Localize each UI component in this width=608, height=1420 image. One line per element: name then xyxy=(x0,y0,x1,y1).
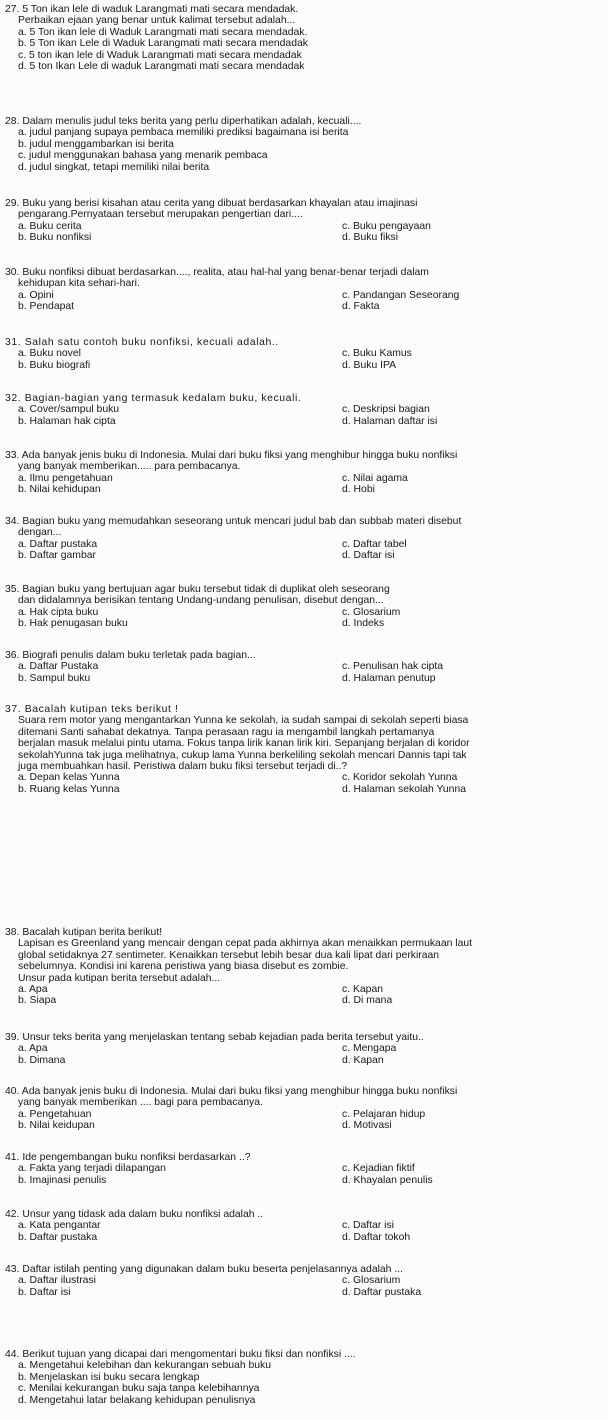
option-b: b. Ruang kelas Yunna xyxy=(18,783,120,795)
option-d: d. Halaman penutup xyxy=(342,672,436,684)
option-b: b. Buku biografi xyxy=(18,359,91,371)
question-text: 39. Unsur teks berita yang menjelaskan tentang sebab kejadian pada berita tersebut yaitu.. xyxy=(5,1032,424,1043)
option-c: c. Daftar isi xyxy=(342,1220,394,1232)
question-text: 27. 5 Ton ikan lele di waduk Larangmati mati secara mendadak. xyxy=(5,4,299,15)
question-text: 40. Ada banyak jenis buku di Indonesia. Mulai dari buku fiksi yang menghibur hingga buku nonfiksi xyxy=(5,1086,458,1097)
option-c: c. 5 ton ikan lele di Waduk Larangmati mati secara mendadak xyxy=(18,49,302,61)
option-a: a. Fakta yang terjadi dilapangan xyxy=(18,1163,166,1175)
option-c: c. Menilai kekurangan buku saja tanpa kelebihannya xyxy=(18,1383,260,1395)
option-d: d. Kapan xyxy=(342,1054,384,1066)
option-b: b. Nilai keidupan xyxy=(18,1120,95,1132)
option-d: d. Motivasi xyxy=(342,1120,392,1132)
option-a: a. Buku cerita xyxy=(18,220,82,232)
option-a: a. Hak cipta buku xyxy=(18,606,99,618)
option-b: b. Hak penugasan buku xyxy=(18,618,128,630)
question-27 xyxy=(5,4,603,72)
option-a: a. Buku novel xyxy=(18,348,81,360)
question-text: 30. Buku nonfiksi dibuat berdasarkan...., realita, atau hal-hal yang benar-benar terjadi dalam xyxy=(5,267,429,278)
option-c: c. Penulisan hak cipta xyxy=(342,661,444,673)
option-d: d. Daftar isi xyxy=(342,550,395,562)
option-d: d. 5 ton Ikan Lele di waduk Larangmati mati secara mendadak xyxy=(18,61,305,73)
option-c: c. Daftar tabel xyxy=(342,538,407,550)
question-31 xyxy=(5,337,603,371)
option-d: d. Buku IPA xyxy=(342,359,397,371)
passage-line: Lapisan es Greenland yang mencair dengan cepat pada akhirnya akan menaikkan permukaan laut xyxy=(18,938,473,950)
option-b: b. Daftar isi xyxy=(18,1286,71,1298)
option-b: b. Menjelaskan isi buku secara lengkap xyxy=(18,1371,200,1383)
option-b: b. Daftar pustaka xyxy=(18,1231,98,1243)
option-b: b. Dimana xyxy=(18,1054,66,1066)
question-41 xyxy=(5,1152,603,1186)
question-text: 43. Daftar istilah penting yang digunakan dalam buku beserta penjelasannya adalah ... xyxy=(5,1264,404,1275)
question-text: 44. Berikut tujuan yang dicapai dari mengomentari buku fiksi dan nonfiksi .... xyxy=(5,1349,356,1360)
question-37 xyxy=(5,704,603,795)
option-c: c. Buku pengayaan xyxy=(342,220,431,232)
question-38 xyxy=(5,927,603,1007)
question-text: dan didalamnya berisikan tentang Undang-undang penulisan, disebut dengan... xyxy=(18,595,384,607)
question-text: 35. Bagian buku yang bertujuan agar buku tersebut tidak di duplikat oleh seseorang xyxy=(5,584,390,595)
question-text: dengan... xyxy=(18,527,62,539)
option-a: a. judul panjang supaya pembaca memiliki prediksi bagaimana isi berita xyxy=(18,127,349,139)
option-a: a. 5 Ton ikan lele di Waduk Larangmati mati secara mendadak. xyxy=(18,26,308,38)
question-text: 28. Dalam menulis judul teks berita yang perlu diperhatikan adalah, kecuali.... xyxy=(5,116,362,127)
passage-line: berjalan masuk melalui pintu utama. Fokus tanpa lirik kanan lirik kiri. Sepanjang berjalan di koridor xyxy=(18,738,470,750)
option-a: a. Daftar Pustaka xyxy=(18,661,99,673)
option-c: c. Kapan xyxy=(342,984,384,996)
option-a: a. Cover/sampul buku xyxy=(18,404,120,416)
question-text: 42. Unsur yang tidask ada dalam buku nonfiksi adalah .. xyxy=(5,1209,264,1220)
option-b: b. Daftar gambar xyxy=(18,550,96,562)
option-a: a. Kata pengantar xyxy=(18,1220,101,1232)
question-32 xyxy=(5,393,603,427)
option-a: a. Daftar pustaka xyxy=(18,538,98,550)
option-c: c. Kejadian fiktif xyxy=(342,1163,415,1175)
option-b: b. judul menggambarkan isi berita xyxy=(18,138,174,150)
passage-line: sebelumnya. Kondisi ini karena peristiwa yang biasa disebut es zombie. xyxy=(18,961,349,973)
question-39 xyxy=(5,1032,603,1066)
option-b: b. Halaman hak cipta xyxy=(18,415,116,427)
option-a: a. Depan kelas Yunna xyxy=(18,772,120,784)
option-c: c. judul menggunakan bahasa yang menarik pembaca xyxy=(18,150,268,162)
option-a: a. Apa xyxy=(18,1043,48,1055)
question-text: Perbaikan ejaan yang benar untuk kalimat tersebut adalah... xyxy=(18,15,296,27)
question-40 xyxy=(5,1086,603,1132)
option-d: d. Buku fiksi xyxy=(342,232,399,244)
question-text: Unsur pada kutipan berita tersebut adalah... xyxy=(18,972,221,984)
question-text: kehidupan kita sehari-hari. xyxy=(18,278,140,290)
question-33 xyxy=(5,450,603,496)
option-d: d. judul singkat, tetapi memiliki nilai berita xyxy=(18,161,210,173)
question-text: pengarang.Pernyataan tersebut merupakan pengertian dari.... xyxy=(18,209,303,221)
option-c: c. Koridor sekolah Yunna xyxy=(342,772,458,784)
option-c: c. Buku Kamus xyxy=(342,348,412,360)
option-c: c. Glosarium xyxy=(342,1275,401,1287)
question-35 xyxy=(5,584,603,630)
question-29 xyxy=(5,198,603,244)
passage-line: sekolahYunna tak juga melihatnya, cukup lama Yunna berkeliling sekolah mencari Dannis tapi tak xyxy=(18,749,467,761)
question-text: 37. Bacalah kutipan teks berikut ! xyxy=(5,704,179,715)
option-d: d. Di mana xyxy=(342,995,393,1007)
option-b: b. Sampul buku xyxy=(18,672,91,684)
option-c: c. Mengapa xyxy=(342,1043,397,1055)
question-text: 38. Bacalah kutipan berita berikut! xyxy=(5,927,163,938)
option-a: a. Ilmu pengetahuan xyxy=(18,472,113,484)
option-d: d. Fakta xyxy=(342,301,380,313)
question-28 xyxy=(5,116,603,173)
option-b: b. 5 Ton ikan Lele di Waduk Larangmati mati secara mendadak xyxy=(18,38,308,50)
question-text: yang banyak memberikan..... para pembacanya. xyxy=(18,461,241,473)
option-c: c. Nilai agama xyxy=(342,472,408,484)
option-d: d. Hobi xyxy=(342,484,375,496)
option-a: a. Opini xyxy=(18,289,54,301)
option-b: b. Pendapat xyxy=(18,301,75,313)
question-text: 32. Bagian-bagian yang termasuk kedalam buku, kecuali. xyxy=(5,393,302,404)
option-d: d. Daftar tokoh xyxy=(342,1231,411,1243)
option-a: a. Apa xyxy=(18,984,48,996)
option-b: b. Siapa xyxy=(18,995,57,1007)
question-34 xyxy=(5,516,603,562)
question-text: 31. Salah satu contoh buku nonfiksi, kecuali adalah.. xyxy=(5,337,279,348)
option-a: a. Mengetahui kelebihan dan kekurangan sebuah buku xyxy=(18,1360,272,1372)
option-d: d. Halaman daftar isi xyxy=(342,415,438,427)
option-d: d. Indeks xyxy=(342,618,385,630)
option-d: d. Khayalan penulis xyxy=(342,1174,433,1186)
option-c: c. Pelajaran hidup xyxy=(342,1108,426,1120)
question-text: 41. Ide pengembangan buku nonfiksi berdasarkan ..? xyxy=(5,1152,251,1163)
question-30 xyxy=(5,267,603,313)
option-d: d. Halaman sekolah Yunna xyxy=(342,783,467,795)
option-c: c. Pandangan Seseorang xyxy=(342,289,460,301)
option-c: c. Deskripsi bagian xyxy=(342,404,430,416)
question-text: 33. Ada banyak jenis buku di Indonesia. Mulai dari buku fiksi yang menghibur hingga buku nonfiksi xyxy=(5,450,458,461)
passage-line: juga membuahkan hasil. Peristiwa dalam buku fiksi tersebut terjadi di..? xyxy=(18,761,348,773)
option-d: d. Daftar pustaka xyxy=(342,1286,422,1298)
passage-line: Suara rem motor yang mengantarkan Yunna ke sekolah, ia sudah sampai di sekolah seperti biasa xyxy=(18,715,469,727)
option-b: b. Imajinasi penulis xyxy=(18,1174,107,1186)
passage-line: ditemani Santi sahabat dekatnya. Tanpa perasaan ragu ia mengambil langkah pertamanya xyxy=(18,726,435,738)
question-text: yang banyak memberikan .... bagi para pembacanya. xyxy=(18,1097,263,1109)
question-43 xyxy=(5,1264,603,1298)
passage-line: global setidaknya 27 sentimeter. Kenaikkan tersebut lebih besar dua kali lipat dari perkiraan xyxy=(18,949,440,961)
option-a: a. Pengetahuan xyxy=(18,1108,92,1120)
option-a: a. Daftar ilustrasi xyxy=(18,1275,96,1287)
question-text: 34. Bagian buku yang memudahkan seseorang untuk mencari judul bab dan subbab materi disebut xyxy=(5,516,462,527)
question-42 xyxy=(5,1209,603,1243)
question-36 xyxy=(5,650,603,684)
option-b: b. Buku nonfiksi xyxy=(18,232,92,244)
option-d: d. Mengetahui latar belakang kehidupan penulisnya xyxy=(18,1394,256,1406)
question-44 xyxy=(5,1349,603,1406)
question-text: 36. Biografi penulis dalam buku terletak pada bagian... xyxy=(5,650,256,661)
option-b: b. Nilai kehidupan xyxy=(18,484,101,496)
question-text: 29. Buku yang berisi kisahan atau cerita yang dibuat berdasarkan khayalan atau imajinasi xyxy=(5,198,418,209)
option-c: c. Glosarium xyxy=(342,606,401,618)
